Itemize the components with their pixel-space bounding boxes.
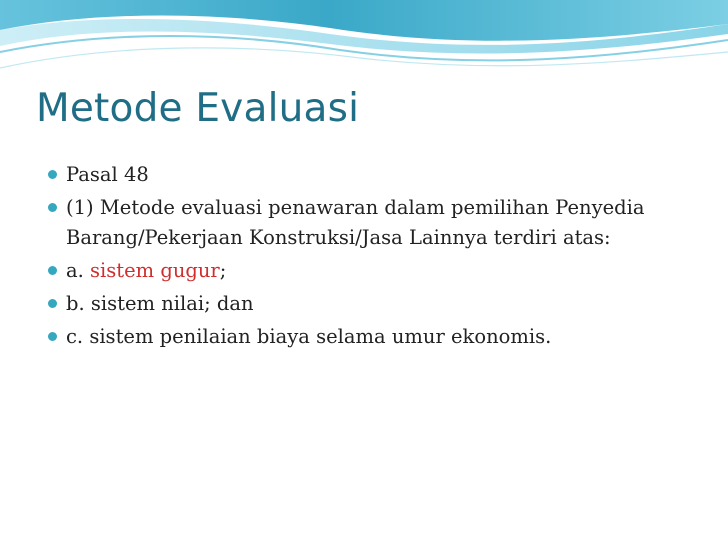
bullet-icon (48, 299, 57, 308)
bullet-suffix: ; (219, 259, 227, 282)
bullet-text: Pasal 48 (66, 163, 149, 186)
highlighted-term: sistem gugur (90, 259, 220, 282)
header-wave-decoration (0, 0, 728, 80)
list-item (48, 256, 688, 286)
bullet-icon (48, 203, 57, 212)
slide-title: Metode Evaluasi (36, 86, 360, 131)
bullet-text: b. sistem nilai; dan (66, 292, 254, 315)
bullet-icon (48, 332, 57, 341)
bullet-icon (48, 170, 57, 179)
bullet-prefix: a. (66, 259, 91, 282)
list-item (48, 322, 688, 352)
bullet-text: (1) Metode evaluasi penawaran dalam pemilihan Penyedia Barang/Pekerjaan Konstruksi/Jasa Lainnya terdiri atas: (66, 196, 645, 249)
bullet-icon (48, 266, 57, 275)
list-item (48, 160, 688, 190)
list-item (48, 289, 688, 319)
list-item (48, 193, 688, 253)
bullet-text: c. sistem penilaian biaya selama umur ekonomis. (66, 325, 552, 348)
wave-line-thin (0, 48, 728, 68)
bullet-list (48, 160, 688, 355)
